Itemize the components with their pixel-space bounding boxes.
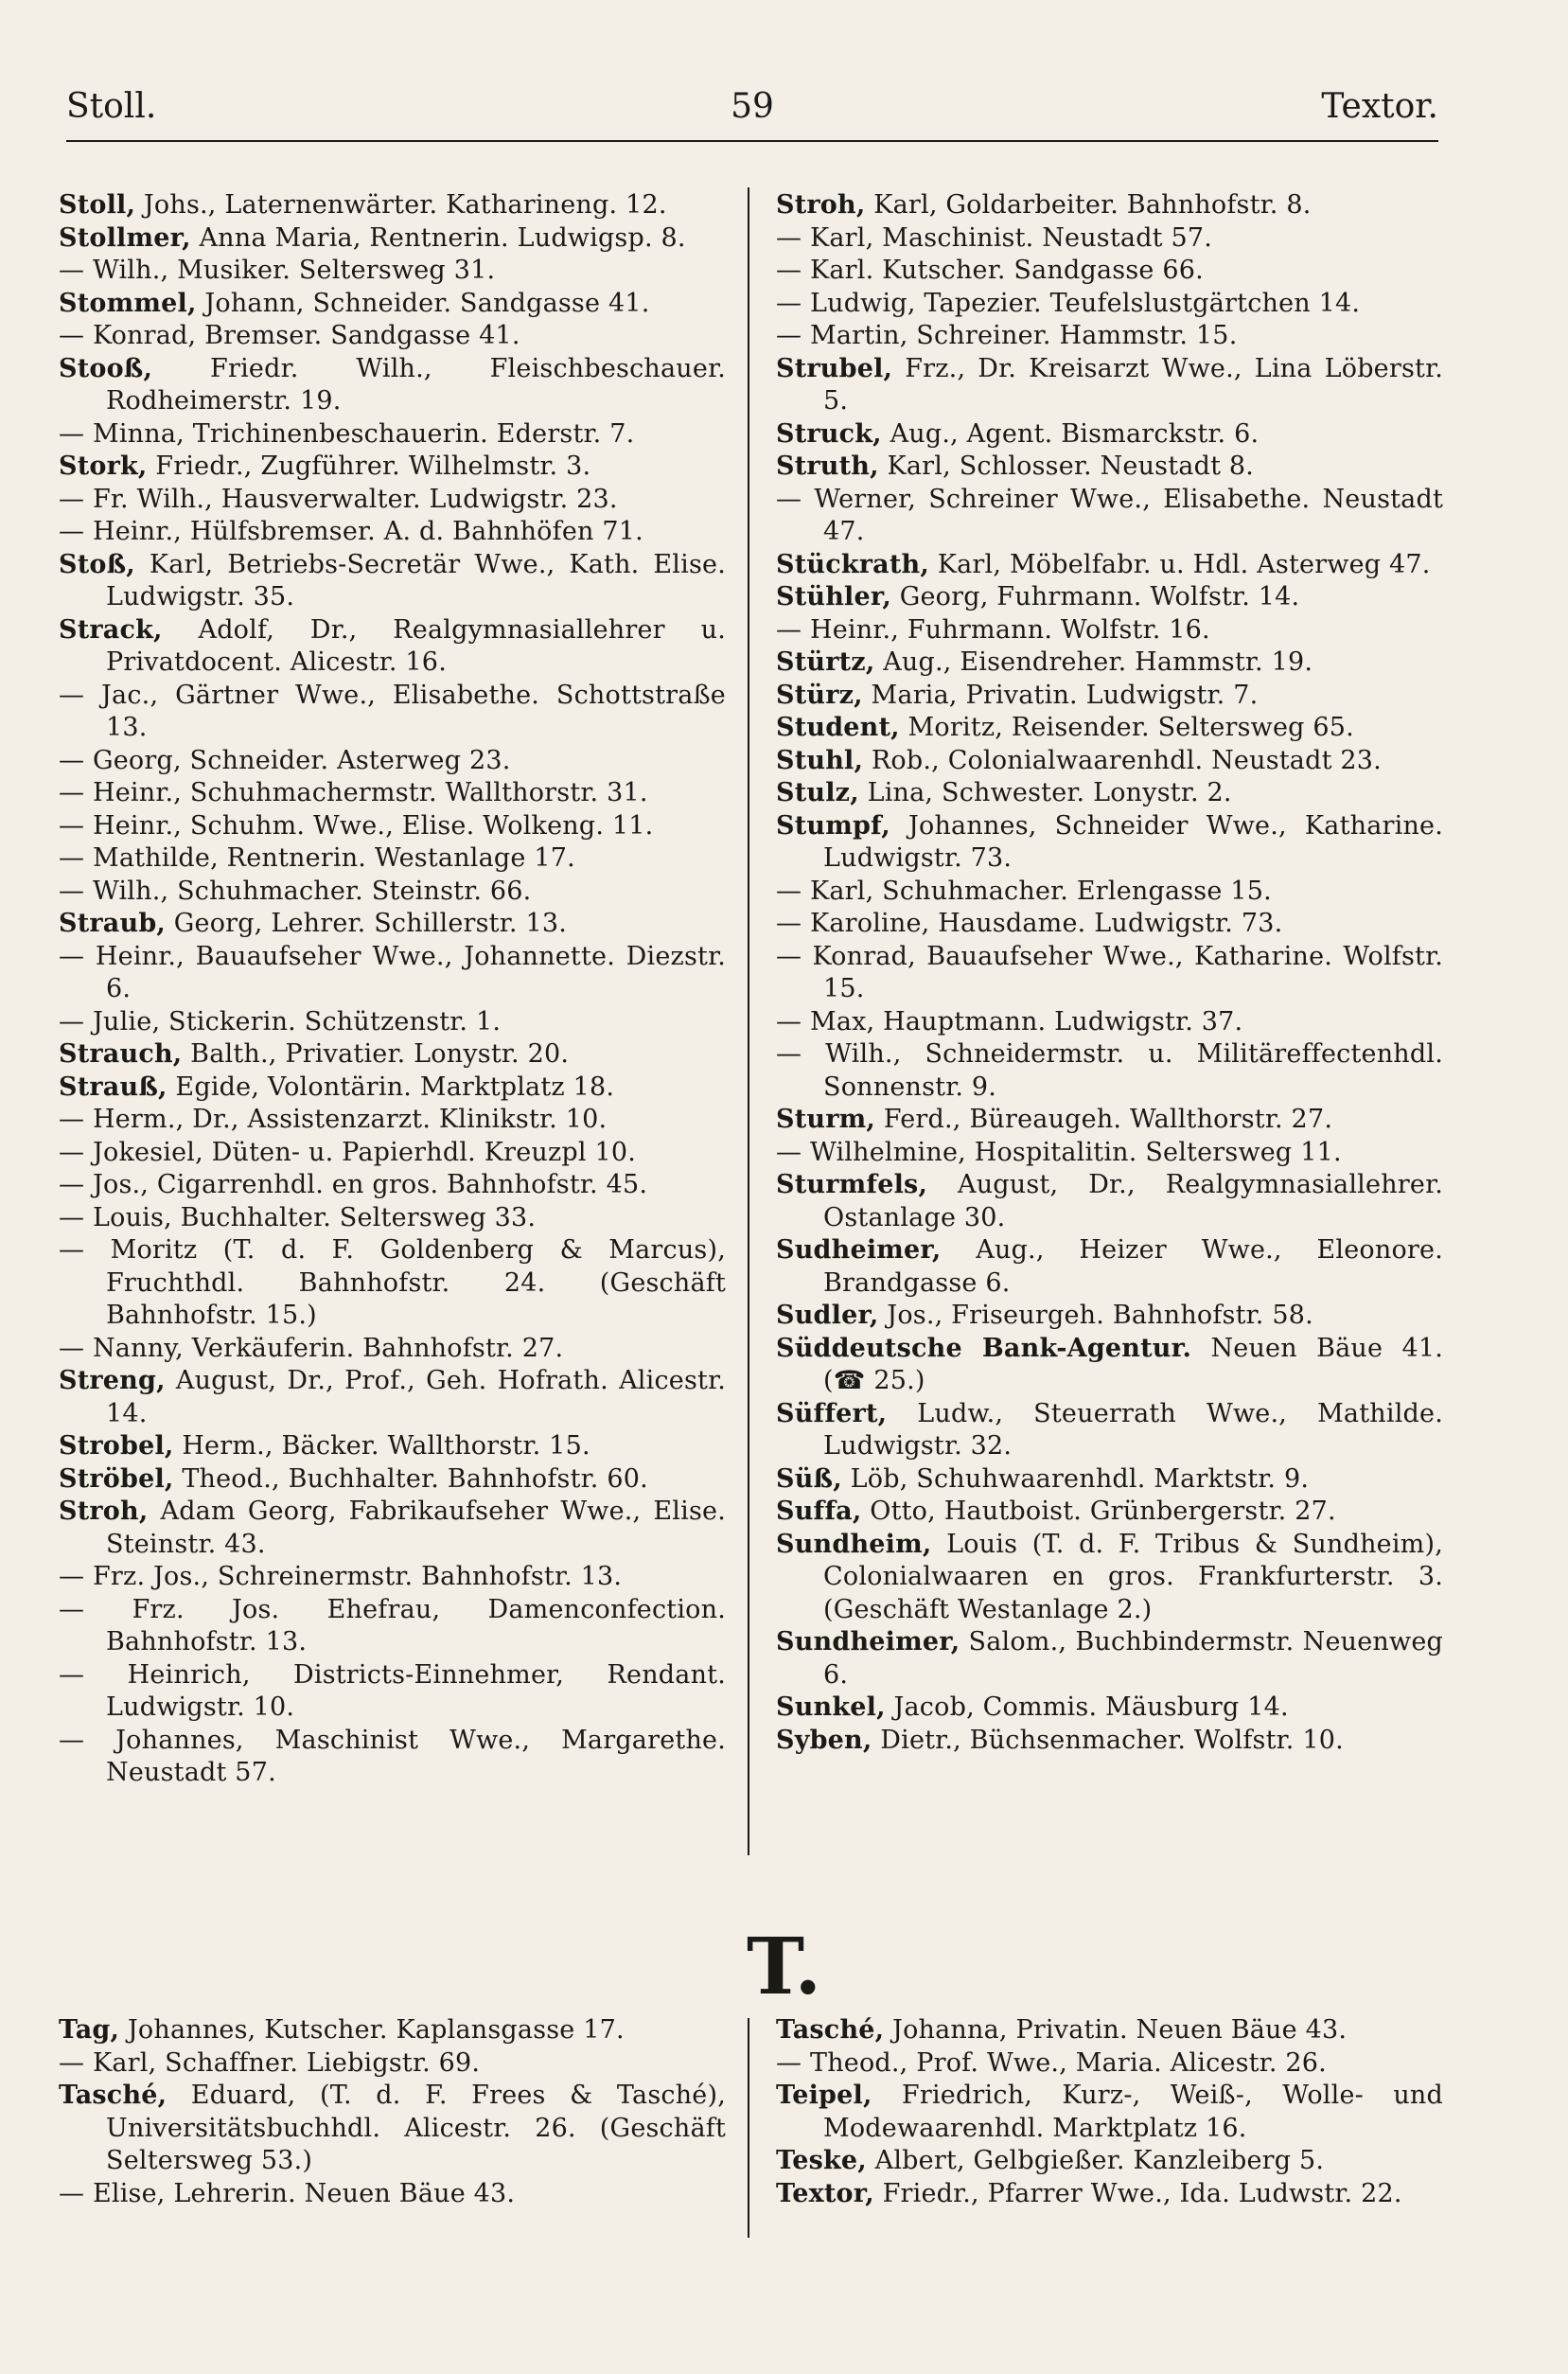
directory-entry — [776, 1725, 1443, 1758]
entry-details: Karl, Möbelfabr. u. Hdl. Asterweg 47. — [928, 549, 1431, 579]
entry-details: Friedr., Pfarrer Wwe., Ida. Ludwstr. 22. — [873, 2178, 1402, 2208]
entry-details: — Theod., Prof. Wwe., Maria. Alicestr. 26. — [776, 2047, 1327, 2078]
entry-details: — Werner, Schreiner Wwe., Elisabethe. Neustadt 47. — [776, 484, 1443, 546]
entry-details: — Herm., Dr., Assistenzarzt. Klinikstr. 10. — [59, 1105, 608, 1134]
entry-details: Aug., Heizer Wwe., Eleonore. Brandgasse 6. — [823, 1235, 1443, 1298]
entry-surname: Sturmfels, — [776, 1170, 928, 1199]
directory-entry — [776, 484, 1443, 549]
directory-entry — [59, 941, 726, 1006]
directory-entry — [776, 1398, 1443, 1463]
entry-details: — Wilhelmine, Hospitalitin. Seltersweg 11. — [776, 1137, 1342, 1167]
entry-details: — Konrad, Bauaufseher Wwe., Katharine. Wolfstr. 15. — [776, 941, 1443, 1003]
entry-surname: Teipel, — [776, 2081, 872, 2110]
entry-surname: Stuhl, — [776, 745, 864, 775]
directory-entry — [776, 777, 1443, 810]
directory-entry — [59, 320, 726, 353]
entry-details: Löb, Schuhwaarenhdl. Marktstr. 9. — [841, 1463, 1310, 1494]
directory-entry — [59, 876, 726, 909]
directory-entry — [59, 1561, 726, 1594]
directory-entry — [59, 418, 726, 452]
directory-entry — [59, 516, 726, 549]
entry-details: Albert, Gelbgießer. Kanzleiberg 5. — [866, 2146, 1325, 2175]
directory-entry — [776, 1169, 1443, 1234]
entry-details: Ferd., Büreaugeh. Wallthorstr. 27. — [875, 1105, 1333, 1134]
entry-surname: Stroh, — [776, 190, 866, 220]
directory-entry — [59, 777, 726, 810]
directory-entry — [776, 1626, 1443, 1692]
page-number: 59 — [731, 87, 774, 126]
column-right — [776, 189, 1443, 1757]
directory-entry — [59, 908, 726, 941]
directory-entry — [776, 647, 1443, 680]
entry-details: Eduard, (T. d. F. Frees & Tasché), Universitätsbuchhdl. Alicestr. 26. (Geschäft Seltersweg 53.) — [106, 2081, 726, 2175]
column-left — [59, 189, 726, 1790]
directory-entry — [59, 1430, 726, 1463]
entry-details: — Karl, Maschinist. Neustadt 57. — [776, 222, 1213, 253]
entry-surname: Sundheimer, — [776, 1627, 960, 1656]
entry-details: — Nanny, Verkäuferin. Bahnhofstr. 27. — [59, 1333, 564, 1363]
directory-entry — [776, 1463, 1443, 1497]
directory-entry — [776, 1137, 1443, 1170]
entry-details: Jacob, Commis. Mäusburg 14. — [885, 1692, 1289, 1722]
directory-entry — [776, 549, 1443, 582]
directory-entry — [59, 680, 726, 745]
directory-entry — [776, 1104, 1443, 1137]
entry-surname: Struth, — [776, 452, 879, 481]
directory-entry — [59, 2014, 726, 2047]
directory-entry — [776, 1529, 1443, 1627]
entry-details: — Ludwig, Tapezier. Teufelslustgärtchen 14. — [776, 288, 1361, 318]
entry-details: — Julie, Stickerin. Schützenstr. 1. — [59, 1006, 502, 1036]
directory-entry — [59, 2047, 726, 2081]
directory-entry — [776, 418, 1443, 452]
entry-details: Johs., Laternenwärter. Katharineng. 12. — [135, 190, 667, 220]
entry-details: — Johannes, Maschinist Wwe., Margarethe. Neustadt 57. — [59, 1725, 726, 1787]
entry-details: — Moritz (T. d. F. Goldenberg & Marcus), Fruchthdl. Bahnhofstr. 24. (Geschäft Bahnhofstr. 15.) — [59, 1235, 726, 1330]
entry-surname: Struck, — [776, 418, 882, 449]
entry-details: — Louis, Buchhalter. Seltersweg 33. — [59, 1202, 537, 1232]
entry-surname: Sudler, — [776, 1301, 879, 1330]
entry-details: — Elise, Lehrerin. Neuen Bäue 43. — [59, 2178, 516, 2208]
directory-entry — [59, 484, 726, 517]
directory-entry — [776, 1038, 1443, 1104]
entry-surname: Sunkel, — [776, 1692, 886, 1722]
entry-details: — Heinr., Fuhrmann. Wolfstr. 16. — [776, 614, 1210, 645]
entry-surname: Streng, — [59, 1366, 166, 1395]
entry-details: — Heinrich, Districts-Einnehmer, Rendant. Ludwigstr. 10. — [59, 1659, 726, 1722]
entry-details: Egide, Volontärin. Marktplatz 18. — [167, 1072, 615, 1102]
entry-details: Jos., Friseurgeh. Bahnhofstr. 58. — [878, 1301, 1313, 1330]
entry-surname: Sturm, — [776, 1105, 875, 1134]
directory-entry — [776, 288, 1443, 321]
entry-details: Friedrich, Kurz-, Weiß-, Wolle- und Modewaarenhdl. Marktplatz 16. — [823, 2081, 1443, 2143]
entry-surname: Stroh, — [59, 1497, 149, 1526]
header-last-entry: Textor. — [1321, 87, 1438, 126]
directory-entry — [776, 222, 1443, 256]
entry-details: — Wilh., Schneidermstr. u. Militäreffectenhdl. Sonnenstr. 9. — [776, 1039, 1443, 1102]
entry-details: Maria, Privatin. Ludwigstr. 7. — [862, 680, 1259, 710]
entry-details: — Mathilde, Rentnerin. Westanlage 17. — [59, 843, 575, 873]
directory-entry — [59, 189, 726, 222]
directory-entry — [59, 1202, 726, 1235]
entry-details: — Frz. Jos., Schreinermstr. Bahnhofstr. 13. — [59, 1562, 623, 1591]
directory-entry — [776, 1300, 1443, 1333]
directory-entry — [776, 1496, 1443, 1529]
directory-entry — [59, 1463, 726, 1497]
entry-surname: Teske, — [776, 2146, 867, 2175]
entry-surname: Stoß, — [59, 549, 135, 579]
entry-details: — Heinr., Bauaufseher Wwe., Johannette. Diezstr. 6. — [59, 941, 726, 1003]
directory-entry — [776, 451, 1443, 484]
entry-details: — Karl, Schuhmacher. Erlengasse 15. — [776, 876, 1272, 906]
directory-entry — [776, 581, 1443, 614]
entry-details: — Jac., Gärtner Wwe., Elisabethe. Schottstraße 13. — [59, 680, 726, 742]
entry-details: Aug., Eisendreher. Hammstr. 19. — [874, 647, 1313, 677]
entry-details: — Heinr., Schuhmachermstr. Wallthorstr. 31. — [59, 778, 648, 807]
entry-details: Frz., Dr. Kreisarzt Wwe., Lina Löberstr. 5. — [823, 353, 1443, 416]
entry-surname: Süß, — [776, 1463, 842, 1494]
entry-details: — Jokesiel, Düten- u. Papierhdl. Kreuzpl 10. — [59, 1137, 637, 1167]
entry-surname: Stürz, — [776, 680, 863, 710]
entry-surname: Strubel, — [776, 353, 893, 383]
directory-entry — [776, 1333, 1443, 1398]
directory-entry — [59, 1365, 726, 1430]
entry-surname: Textor, — [776, 2178, 874, 2208]
directory-entry — [59, 745, 726, 778]
directory-entry — [59, 255, 726, 288]
header-first-entry: Stoll. — [66, 87, 157, 126]
entry-details: Karl, Betriebs-Secretär Wwe., Kath. Elise. Ludwigstr. 35. — [106, 549, 726, 611]
column-divider-top — [748, 187, 749, 1855]
entry-surname: Student, — [776, 713, 900, 742]
entry-surname: Strauch, — [59, 1039, 183, 1069]
directory-entry — [776, 320, 1443, 353]
entry-details: — Fr. Wilh., Hausverwalter. Ludwigstr. 23. — [59, 484, 618, 514]
directory-entry — [776, 745, 1443, 778]
column-bottom-left — [59, 2014, 726, 2210]
directory-entry — [776, 712, 1443, 745]
entry-details: — Martin, Schreiner. Hammstr. 15. — [776, 321, 1238, 350]
entry-details: Johann, Schneider. Sandgasse 41. — [196, 288, 650, 318]
directory-entry — [59, 1333, 726, 1366]
entry-surname: Stooß, — [59, 353, 153, 383]
directory-entry — [776, 2145, 1443, 2178]
entry-surname: Tasché, — [59, 2081, 167, 2110]
entry-details: Louis (T. d. F. Tribus & Sundheim), Colonialwaaren en gros. Frankfurterstr. 3. (Geschäft Westanlage 2.) — [823, 1529, 1443, 1624]
directory-entry — [776, 189, 1443, 222]
entry-details: Rob., Colonialwaarenhdl. Neustadt 23. — [863, 745, 1382, 775]
entry-surname: Stückrath, — [776, 549, 929, 579]
directory-entry — [776, 2047, 1443, 2081]
entry-surname: Strobel, — [59, 1431, 174, 1461]
entry-details: Ludw., Steuerrath Wwe., Mathilde. Ludwigstr. 32. — [823, 1398, 1443, 1461]
entry-surname: Stumpf, — [776, 810, 890, 841]
entry-surname: Süddeutsche Bank-Agentur. — [776, 1333, 1192, 1363]
directory-entry — [59, 2080, 726, 2178]
entry-details: Karl, Goldarbeiter. Bahnhofstr. 8. — [865, 190, 1312, 220]
entry-details: Salom., Buchbindermstr. Neuenweg 6. — [823, 1627, 1443, 1690]
entry-surname: Stühler, — [776, 582, 891, 611]
column-divider-bottom — [748, 2018, 749, 2238]
entry-details: Lina, Schwester. Lonystr. 2. — [858, 778, 1232, 807]
directory-entry — [59, 2178, 726, 2211]
directory-entry — [59, 810, 726, 843]
directory-entry — [776, 1234, 1443, 1300]
entry-surname: Sudheimer, — [776, 1235, 942, 1265]
directory-entry — [776, 353, 1443, 418]
entry-surname: Stork, — [59, 452, 148, 481]
column-bottom-right — [776, 2014, 1443, 2210]
directory-entry — [59, 1006, 726, 1039]
directory-entry — [59, 1594, 726, 1659]
entry-details: Karl, Schlosser. Neustadt 8. — [878, 452, 1255, 481]
entry-details: Adolf, Dr., Realgymnasiallehrer u. Privatdocent. Alicestr. 16. — [106, 614, 726, 677]
entry-details: Anna Maria, Rentnerin. Ludwigsp. 8. — [190, 222, 686, 253]
directory-entry — [776, 680, 1443, 713]
entry-details: — Heinr., Hülfsbremser. A. d. Bahnhöfen 71. — [59, 517, 643, 546]
directory-entry — [59, 842, 726, 876]
entry-surname: Stürtz, — [776, 647, 875, 677]
entry-details: Otto, Hautboist. Grünbergerstr. 27. — [861, 1497, 1336, 1526]
directory-entry — [59, 1038, 726, 1072]
entry-surname: Süffert, — [776, 1398, 888, 1428]
entry-details: — Minna, Trichinenbeschauerin. Ederstr. 7. — [59, 418, 635, 449]
entry-surname: Stollmer, — [59, 222, 191, 253]
directory-entry — [59, 288, 726, 321]
directory-entry — [59, 1137, 726, 1170]
entry-surname: Strauß, — [59, 1072, 167, 1102]
entry-details: — Georg, Schneider. Asterweg 23. — [59, 745, 511, 775]
directory-entry — [776, 876, 1443, 909]
entry-details: August, Dr., Realgymnasiallehrer. Ostanlage 30. — [823, 1170, 1443, 1232]
entry-details: Johanna, Privatin. Neuen Bäue 43. — [884, 2015, 1348, 2045]
directory-entry — [776, 908, 1443, 941]
section-letter: T. — [747, 1922, 821, 2012]
directory-entry — [59, 451, 726, 484]
directory-entry — [59, 1659, 726, 1725]
header-rule — [66, 140, 1438, 142]
directory-entry — [776, 1006, 1443, 1039]
entry-surname: Strack, — [59, 614, 163, 645]
directory-entry — [776, 1692, 1443, 1725]
entry-surname: Suffa, — [776, 1497, 862, 1526]
directory-entry — [59, 1072, 726, 1105]
directory-entry — [59, 614, 726, 680]
entry-details: Aug., Agent. Bismarckstr. 6. — [881, 418, 1260, 449]
entry-details: Balth., Privatier. Lonystr. 20. — [182, 1039, 570, 1069]
directory-entry — [59, 1725, 726, 1790]
entry-surname: Ströbel, — [59, 1463, 174, 1494]
entry-details: August, Dr., Prof., Geh. Hofrath. Alicestr. 14. — [106, 1366, 726, 1428]
entry-details: — Wilh., Musiker. Seltersweg 31. — [59, 256, 496, 285]
entry-details: Herm., Bäcker. Wallthorstr. 15. — [173, 1431, 590, 1461]
entry-details: Johannes, Kutscher. Kaplansgasse 17. — [119, 2015, 625, 2045]
directory-entry — [776, 810, 1443, 876]
directory-entry — [59, 353, 726, 418]
directory-entry — [776, 2178, 1443, 2211]
directory-entry — [776, 2080, 1443, 2145]
entry-details: — Karl. Kutscher. Sandgasse 66. — [776, 256, 1204, 285]
directory-entry — [59, 1496, 726, 1561]
entry-details: — Max, Hauptmann. Ludwigstr. 37. — [776, 1006, 1243, 1036]
entry-details: — Wilh., Schuhmacher. Steinstr. 66. — [59, 876, 532, 906]
directory-entry — [59, 1234, 726, 1333]
entry-details: Theod., Buchhalter. Bahnhofstr. 60. — [173, 1463, 648, 1494]
entry-details: — Karoline, Hausdame. Ludwigstr. 73. — [776, 909, 1283, 938]
entry-details: — Jos., Cigarrenhdl. en gros. Bahnhofstr. 45. — [59, 1170, 648, 1199]
directory-entry — [59, 549, 726, 614]
entry-details: — Frz. Jos. Ehefrau, Damenconfection. Bahnhofstr. 13. — [59, 1594, 726, 1656]
entry-details: Friedr., Zugführer. Wilhelmstr. 3. — [147, 452, 591, 481]
entry-surname: Stommel, — [59, 288, 197, 318]
entry-details: Adam Georg, Fabrikaufseher Wwe., Elise. Steinstr. 43. — [106, 1497, 726, 1559]
entry-details: Dietr., Büchsenmacher. Wolfstr. 10. — [872, 1725, 1344, 1755]
entry-details: Neuen Bäue 41. (☎ 25.) — [823, 1333, 1444, 1395]
entry-details: Georg, Fuhrmann. Wolfstr. 14. — [890, 582, 1300, 611]
page-header — [66, 87, 1438, 140]
entry-surname: Stoll, — [59, 190, 136, 220]
entry-details: Moritz, Reisender. Seltersweg 65. — [899, 713, 1354, 742]
directory-entry — [776, 2014, 1443, 2047]
entry-surname: Straub, — [59, 909, 166, 938]
entry-details: — Karl, Schaffner. Liebigstr. 69. — [59, 2047, 481, 2078]
entry-surname: Tasché, — [776, 2015, 885, 2045]
entry-surname: Stulz, — [776, 778, 859, 807]
entry-details: Georg, Lehrer. Schillerstr. 13. — [166, 909, 567, 938]
directory-entry — [776, 941, 1443, 1006]
entry-details: — Heinr., Schuhm. Wwe., Elise. Wolkeng. 11. — [59, 810, 654, 841]
entry-surname: Sundheim, — [776, 1529, 932, 1559]
entry-details: Friedr. Wilh., Fleischbeschauer. Rodheimerstr. 19. — [106, 353, 726, 416]
entry-surname: Tag, — [59, 2015, 120, 2045]
entry-details: Johannes, Schneider Wwe., Katharine. Ludwigstr. 73. — [823, 810, 1443, 873]
entry-details: — Konrad, Bremser. Sandgasse 41. — [59, 321, 520, 350]
directory-entry — [776, 614, 1443, 647]
directory-entry — [59, 1104, 726, 1137]
entry-surname: Syben, — [776, 1725, 872, 1755]
directory-entry — [776, 255, 1443, 288]
directory-entry — [59, 1169, 726, 1202]
directory-entry — [59, 222, 726, 256]
